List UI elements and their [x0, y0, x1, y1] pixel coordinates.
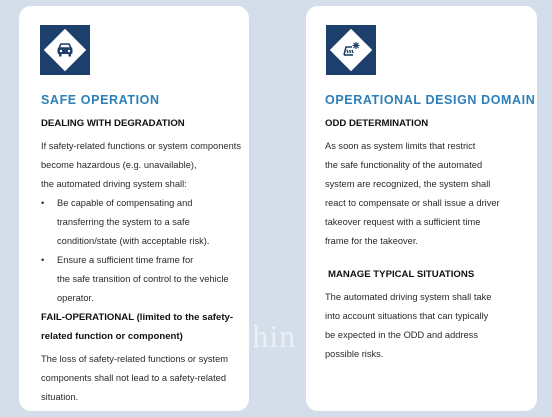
windshield-snow-icon: [326, 25, 376, 75]
bullet-line: condition/state (with acceptable risk).: [57, 236, 210, 246]
subheading-fail-operational: related function or component): [41, 331, 183, 342]
paragraph-line: The loss of safety-related functions or system: [41, 354, 229, 364]
safe-operation-content: [41, 114, 246, 407]
paragraph-line: frame for the takeover.: [325, 236, 419, 246]
paragraph-line: takeover request with a sufficient time: [325, 217, 481, 227]
paragraph-line: components shall not lead to a safety-related: [41, 373, 227, 383]
watermark: Chin: [230, 318, 297, 354]
paragraph-line: react to compensate or shall issue a driver: [325, 198, 500, 208]
safe-operation-card: [19, 6, 249, 411]
paragraph-line: into account situations that can typically: [325, 311, 489, 321]
bullet-line: Ensure a sufficient time frame for: [57, 255, 194, 265]
paragraph-line: system are recognized, the system shall: [325, 179, 491, 189]
bullet-marker: •: [41, 198, 45, 208]
car-front-icon: [40, 25, 90, 75]
paragraph-line: situation.: [41, 392, 79, 402]
paragraph-line: The automated driving system shall take: [325, 292, 492, 302]
bullet-line: operator.: [57, 293, 94, 303]
bullet-marker: •: [41, 255, 45, 265]
paragraph-line: the automated driving system shall:: [41, 179, 187, 189]
bullet-line: the safe transition of control to the vehicle: [57, 274, 229, 284]
bullet-line: Be capable of compensating and: [57, 198, 193, 208]
bullet-item: [41, 194, 246, 251]
subheading-fail-operational: FAIL-OPERATIONAL (limited to the safety-: [41, 312, 234, 323]
paragraph-line: the safe functionality of the automated: [325, 160, 483, 170]
paragraph-line: As soon as system limits that restrict: [325, 141, 476, 151]
operational-design-domain-card: [306, 6, 537, 411]
section-title: OPERATIONAL DESIGN DOMAIN: [325, 93, 536, 107]
subheading-typical-situations: MANAGE TYPICAL SITUATIONS: [328, 269, 475, 280]
paragraph-line: possible risks.: [325, 349, 384, 359]
subheading-odd-determination: ODD DETERMINATION: [325, 118, 429, 129]
paragraph-line: become hazardous (e.g. unavailable),: [41, 160, 197, 170]
bullet-line: transferring the system to a safe: [57, 217, 190, 227]
paragraph-line: If safety-related functions or system components: [41, 141, 241, 151]
paragraph-line: be expected in the ODD and address: [325, 330, 478, 340]
section-title: SAFE OPERATION: [41, 93, 160, 107]
bullet-item: [41, 251, 246, 308]
odd-content: [325, 114, 530, 364]
subheading-degradation: DEALING WITH DEGRADATION: [41, 118, 185, 129]
